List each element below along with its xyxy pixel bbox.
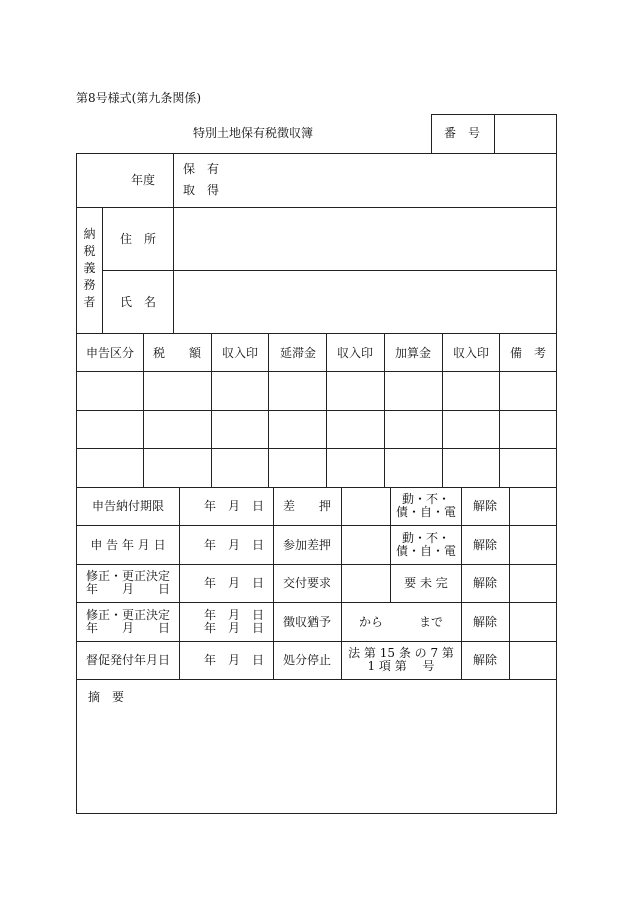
table-row[interactable] (77, 411, 556, 448)
year-label: 年度 (130, 173, 156, 187)
form-number-label: 第8号様式(第九条関係) (76, 91, 201, 105)
participating-seizure-label: 参加差押 (282, 538, 332, 552)
demand-issue-date-label: 督促発付年月日 (85, 653, 171, 667)
table-row[interactable] (77, 372, 556, 410)
deferral-dates: 年 月 日 年 月 日 (203, 608, 265, 635)
header-stamp-3: 収入印 (452, 346, 490, 360)
number-field-label: 番 号 (443, 126, 481, 140)
filing-date-label: 申 告 年 月 日 (90, 538, 166, 552)
acquire-label: 取 得 (183, 183, 220, 197)
header-stamp-1: 収入印 (221, 346, 259, 360)
form-title: 特別土地保有税徴収簿 (192, 126, 314, 140)
taxpayer-label: 納税義務者 (82, 227, 96, 313)
collection-deferral-label: 徴収猶予 (282, 615, 332, 629)
release-label: 解除 (472, 576, 498, 590)
legal-basis: 法 第 15 条 の 7 第 1 項 第 号 (348, 646, 454, 673)
release-label: 解除 (472, 538, 498, 552)
hold-label: 保 有 (183, 162, 220, 176)
correction-decision-label: 修正・更正決定 年 月 日 (85, 608, 171, 635)
name-field[interactable] (174, 271, 556, 333)
asset-type-options: 動・不・ 債・自・電 (395, 531, 457, 558)
correction-decision-label: 修正・更正決定 年 月 日 (85, 569, 171, 596)
asset-type-options: 動・不・ 債・自・電 (395, 492, 457, 519)
delivery-request-label: 交付要求 (282, 576, 332, 590)
payment-deadline-label: 申告納付期限 (91, 499, 165, 513)
filing-date: 年 月 日 (203, 538, 265, 552)
number-field[interactable] (495, 115, 556, 153)
header-tax-amount: 税 額 (152, 346, 202, 360)
deferral-period: から まで (358, 615, 444, 629)
header-late-fee: 延滞金 (279, 346, 317, 360)
name-label: 氏 名 (119, 295, 157, 309)
correction-decision-date: 年 月 日 (203, 576, 265, 590)
payment-deadline-date: 年 月 日 (203, 499, 265, 513)
address-label: 住 所 (119, 232, 157, 246)
seizure-label: 差 押 (282, 499, 332, 513)
release-label: 解除 (472, 653, 498, 667)
demand-issue-date: 年 月 日 (203, 653, 265, 667)
header-filing-type: 申告区分 (85, 346, 135, 360)
release-label: 解除 (472, 499, 498, 513)
release-label: 解除 (472, 615, 498, 629)
address-field[interactable] (174, 208, 556, 270)
header-remarks: 備 考 (509, 346, 547, 360)
summary-field[interactable] (77, 680, 556, 813)
summary-label: 摘 要 (88, 690, 125, 704)
header-stamp-2: 収入印 (336, 346, 374, 360)
header-additional-tax: 加算金 (394, 346, 432, 360)
requirement-status: 要 未 完 (404, 576, 448, 590)
disposition-suspension-label: 処分停止 (282, 653, 332, 667)
table-row[interactable] (77, 449, 556, 487)
